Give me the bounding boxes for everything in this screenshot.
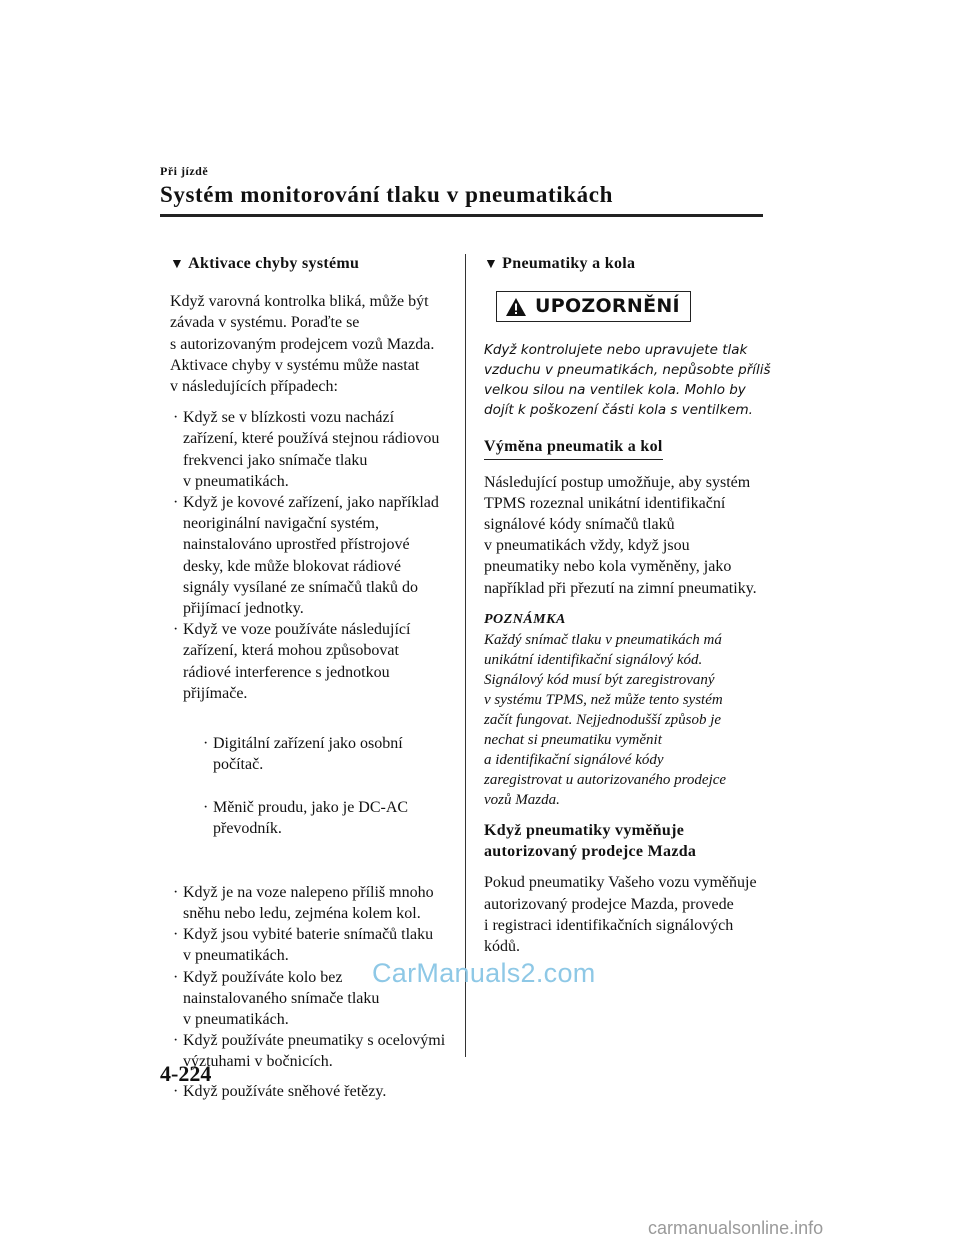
right-column [484,253,774,967]
note-text: Každý snímač tlaku v pneumatikách má unikátní identifikační signálový kód. Signálový kód musí být zaregistrovaný v systému TPMS, než může tento systém začít fungovat. Nejjednodušší způsob je nechat si pneumatiku vyměnit a identifikační signálové kódy zaregistrovat u autorizovaného prodejce vozů Mazda. [484,632,727,809]
sub-list [200,712,455,860]
caution-label: UPOZORNĚNÍ [535,295,680,318]
bullet-icon: · [173,926,179,944]
heading-triangle-icon: ▼ [170,257,185,272]
left-intro: Když varovná kontrolka bliká, může být závada v systému. Poraďte se s autorizovaným prodejcem vozů Mazda. Aktivace chyby v systému může nastat v následujících případech: [170,293,435,396]
column-divider [465,254,466,1057]
bullet-icon: · [173,621,179,639]
title-rule [160,214,763,217]
heading-triangle-icon: ▼ [484,257,499,272]
bullet-icon: · [173,409,179,427]
bullet-icon: · [203,798,209,816]
bullet-icon: · [173,883,179,901]
list-item: · Když se v blízkosti vozu nachází zařízení, které používá stejnou rádiovou frekvenci jako snímače tlaku v pneumatikách. [173,409,440,490]
page-number: 4-224 [160,1061,212,1086]
bullet-icon: · [173,968,179,986]
warning-triangle-icon [505,297,527,317]
tire-change-paragraph: Následující postup umožňuje, aby systém TPMS rozeznal unikátní identifikační signálové kódy snímačů tlaků v pneumatikách vždy, když jsou pneumatiky nebo kola vyměněny, jako například při přezutí na zimní pneumatiky. [484,473,757,597]
list-item: · Když používáte kolo bez nainstalovaného snímače tlaku v pneumatikách. [173,968,380,1028]
bullet-icon: · [173,1032,179,1050]
right-heading [484,253,774,275]
left-heading-text: Aktivace chyby systému [188,255,360,272]
dealer-paragraph: Pokud pneumatiky Vašeho vozu vyměňuje autorizovaný prodejce Mazda, provede i registraci identifikačních signálových kódů. [484,874,757,956]
section-label: Při jízdě [160,164,209,178]
list-item: · Když používáte pneumatiky s ocelovými výztuhami v bočnicích. [173,1032,446,1071]
bullet-icon: · [173,1082,179,1100]
list-item: · Když je kovové zařízení, jako například neoriginální navigační systém, nainstalováno uprostřed přístrojové desky, kde může blokovat rádiové signály vysílané ze snímačů tlaků do přijímací jednotky. [173,494,439,618]
page-title: Systém monitorování tlaku v pneumatikách [160,182,613,207]
bullet-icon: · [203,735,209,753]
caution-text: Když kontrolujete nebo upravujete tlak vzduchu v pneumatikách, nepůsobte příliš velkou silou na ventilek kola. Mohlo by dojít k poškození části kola s ventilkem. [484,342,771,419]
list-item: · Když je na voze nalepeno příliš mnoho sněhu nebo ledu, zejména kolem kol. [173,883,434,922]
left-heading [170,253,455,275]
tire-change-subheading: Výměna pneumatik a kol [484,436,663,459]
footer-site-watermark: carmanualsonline.info [648,1218,824,1238]
list-item: · Když ve voze používáte následující zařízení, která mohou způsobovat rádiové interference s jednotkou přijímače. · Digitální zařízení jako osobní počítač. · Měnič proudu, jako je DC-AC převodník. [170,619,455,881]
sub-list-item: · Digitální zařízení jako osobní počítač. [203,735,403,774]
caution-box [496,291,691,322]
list-item: · Když jsou vybité baterie snímačů tlaku v pneumatikách. [173,926,434,965]
note-title: POZNÁMKA [484,611,566,627]
list-item: · Když používáte sněhové řetězy. [170,1081,455,1102]
cause-list [170,407,455,1102]
sub-list-item: · Měnič proudu, jako je DC-AC převodník. [203,798,409,838]
watermark: CarManuals2.com [372,958,596,988]
right-heading-text: Pneumatiky a kola [502,255,636,272]
bullet-icon: · [173,494,179,512]
dealer-heading: Když pneumatiky vyměňuje autorizovaný prodejce Mazda [484,822,697,861]
